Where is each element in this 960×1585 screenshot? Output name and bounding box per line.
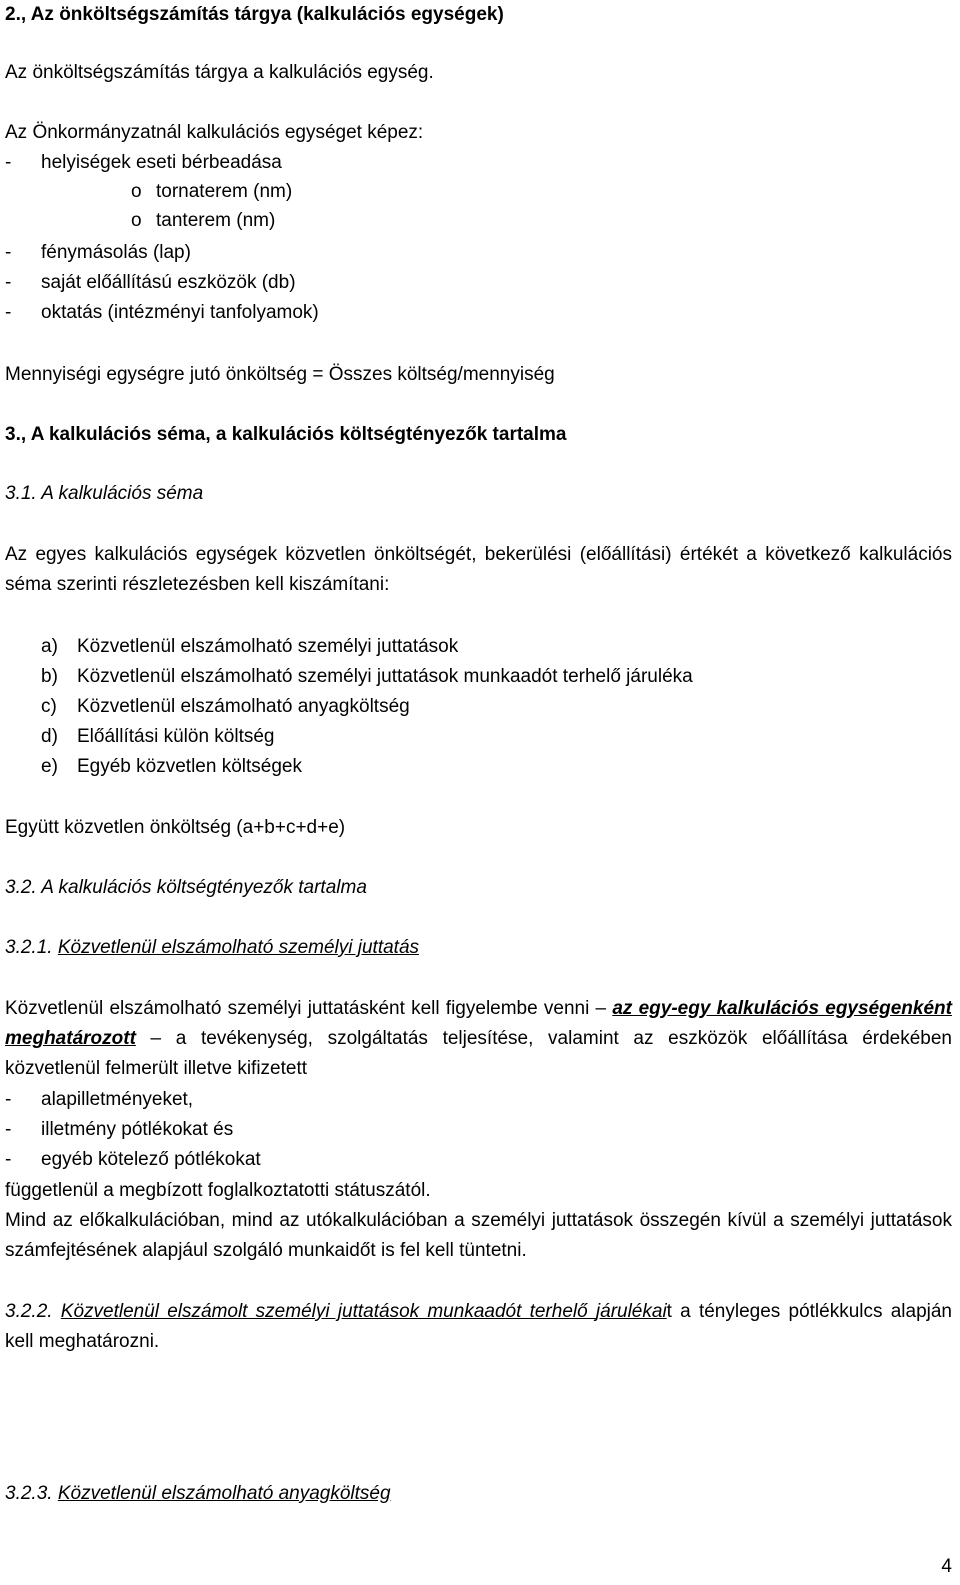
subject-paragraph: Az önköltségszámítás tárgya a kalkulációs egység. <box>5 62 434 83</box>
section-3-2-1-heading: 3.2.1. Közvetlenül elszámolható személyi juttatás <box>5 937 420 958</box>
formula-paragraph: Mennyiségi egységre jutó önköltség = Összes költség/mennyiség <box>5 364 555 385</box>
section-2-heading: 2., Az önköltségszámítás tárgya (kalkulációs egységek) <box>5 4 504 25</box>
section-3-heading: 3., A kalkulációs séma, a kalkulációs költségtényezők tartalma <box>5 424 567 445</box>
section-3-2-heading: 3.2. A kalkulációs költségtényezők tartalma <box>5 877 367 898</box>
independent-paragraph: függetlenül a megbízott foglalkoztatotti státuszától. <box>5 1180 431 1201</box>
units-intro: Az Önkormányzatnál kalkulációs egységet képez: <box>5 122 424 143</box>
section-3-2-2-paragraph: 3.2.2. Közvetlenül elszámolt személyi juttatások munkaadót terhelő járulékait a tényleges pótlékkulcs alapján kell meghatározni. <box>5 1301 952 1352</box>
schema-paragraph: Az egyes kalkulációs egységek közvetlen önköltségét, bekerülési (előállítási) értékét a következő kalkulációs séma szerinti részletezésben kell kiszámítani: <box>5 544 952 595</box>
personal-paragraph: Közvetlenül elszámolható személyi juttatásként kell figyelembe venni – az egy-egy kalkulációs egységenként meghatározott – a tevékenység, szolgáltatás teljesítése, valamint az eszközök előállítása érdekében közvetlenül felmerült illetve kifizetett <box>5 998 952 1079</box>
total-paragraph: Együtt közvetlen önköltség (a+b+c+d+e) <box>5 817 346 838</box>
pre-post-calculation-paragraph: Mind az előkalkulációban, mind az utókalkulációban a személyi juttatások összegén kívül a személyi juttatások számfejtésének alapjául szolgáló munkaidőt is fel kell tüntetni. <box>5 1210 952 1261</box>
section-3-1-heading: 3.1. A kalkulációs séma <box>5 483 204 504</box>
page-number: 4 <box>941 1556 952 1577</box>
section-3-2-3-heading: 3.2.3. Közvetlenül elszámolható anyagköltség <box>5 1483 391 1504</box>
